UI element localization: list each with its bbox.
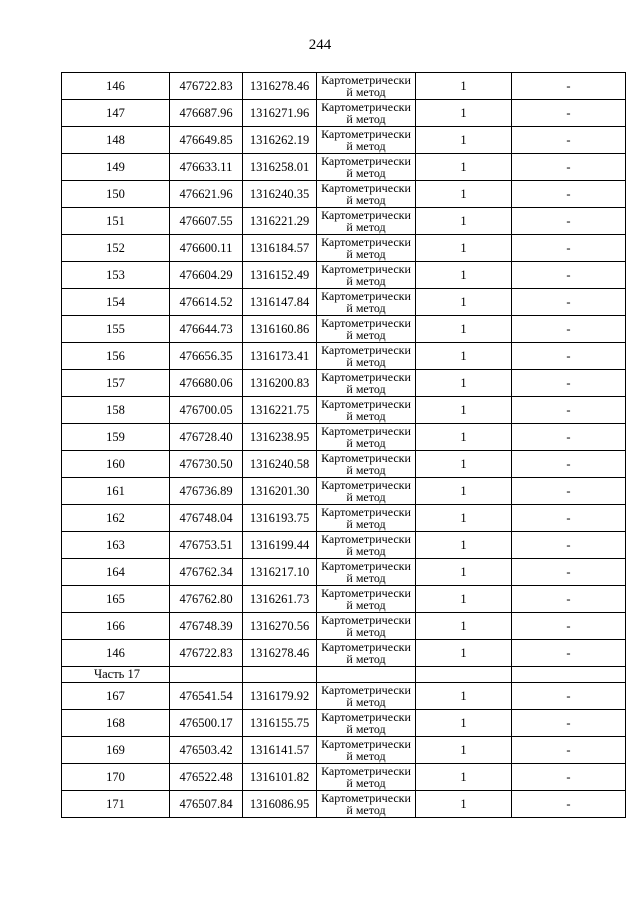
- x-coordinate-cell: 476607.55: [170, 208, 243, 235]
- method-line-1: Картометрически: [321, 235, 411, 249]
- table-row: [62, 737, 626, 764]
- method-cell: [317, 478, 416, 505]
- point-number-cell: 169: [62, 737, 170, 764]
- section-row: [62, 667, 626, 683]
- method-cell: [317, 451, 416, 478]
- point-number-cell: 154: [62, 289, 170, 316]
- point-number-cell: 167: [62, 683, 170, 710]
- method-cell: [317, 73, 416, 100]
- x-coordinate-cell: 476500.17: [170, 710, 243, 737]
- method-line-2: й метод: [346, 598, 386, 612]
- x-coordinate-cell: 476600.11: [170, 235, 243, 262]
- x-coordinate-cell: 476753.51: [170, 532, 243, 559]
- description-cell: -: [512, 505, 626, 532]
- method-cell: [317, 316, 416, 343]
- method-line-2: й метод: [346, 749, 386, 763]
- accuracy-cell: 1: [416, 154, 512, 181]
- y-coordinate-cell: 1316258.01: [243, 154, 317, 181]
- point-number-cell: 155: [62, 316, 170, 343]
- table-row: [62, 316, 626, 343]
- table-row: [62, 397, 626, 424]
- point-number-cell: 170: [62, 764, 170, 791]
- method-line-2: й метод: [346, 544, 386, 558]
- method-line-2: й метод: [346, 695, 386, 709]
- accuracy-cell: 1: [416, 586, 512, 613]
- y-coordinate-cell: 1316262.19: [243, 127, 317, 154]
- method-line-1: Картометрически: [321, 127, 411, 141]
- x-coordinate-cell: 476728.40: [170, 424, 243, 451]
- accuracy-cell: 1: [416, 451, 512, 478]
- description-cell: -: [512, 73, 626, 100]
- method-line-2: й метод: [346, 301, 386, 315]
- accuracy-cell: 1: [416, 764, 512, 791]
- y-coordinate-cell: 1316184.57: [243, 235, 317, 262]
- x-coordinate-cell: 476748.39: [170, 613, 243, 640]
- point-number-cell: 166: [62, 613, 170, 640]
- empty-cell: [170, 667, 243, 683]
- method-line-1: Картометрически: [321, 505, 411, 519]
- method-line-2: й метод: [346, 274, 386, 288]
- method-cell: [317, 397, 416, 424]
- method-line-1: Картометрически: [321, 451, 411, 465]
- x-coordinate-cell: 476507.84: [170, 791, 243, 818]
- method-line-1: Картометрически: [321, 791, 411, 805]
- x-coordinate-cell: 476722.83: [170, 640, 243, 667]
- method-line-1: Картометрически: [321, 397, 411, 411]
- description-cell: -: [512, 289, 626, 316]
- method-cell: [317, 532, 416, 559]
- method-line-2: й метод: [346, 139, 386, 153]
- method-cell: [317, 505, 416, 532]
- x-coordinate-cell: 476730.50: [170, 451, 243, 478]
- table-row: [62, 710, 626, 737]
- table-row: [62, 73, 626, 100]
- method-line-1: Картометрически: [321, 613, 411, 627]
- method-line-2: й метод: [346, 625, 386, 639]
- y-coordinate-cell: 1316147.84: [243, 289, 317, 316]
- description-cell: -: [512, 640, 626, 667]
- y-coordinate-cell: 1316221.29: [243, 208, 317, 235]
- x-coordinate-cell: 476656.35: [170, 343, 243, 370]
- table-row: [62, 370, 626, 397]
- method-cell: [317, 613, 416, 640]
- table-row: [62, 235, 626, 262]
- x-coordinate-cell: 476762.34: [170, 559, 243, 586]
- description-cell: -: [512, 586, 626, 613]
- empty-cell: [512, 667, 626, 683]
- method-line-1: Картометрически: [321, 208, 411, 222]
- method-line-1: Картометрически: [321, 640, 411, 654]
- accuracy-cell: 1: [416, 100, 512, 127]
- table-row: [62, 640, 626, 667]
- y-coordinate-cell: 1316278.46: [243, 640, 317, 667]
- accuracy-cell: 1: [416, 208, 512, 235]
- point-number-cell: 165: [62, 586, 170, 613]
- method-line-2: й метод: [346, 436, 386, 450]
- method-line-1: Картометрически: [321, 289, 411, 303]
- description-cell: -: [512, 710, 626, 737]
- table-row: [62, 100, 626, 127]
- table-row: [62, 478, 626, 505]
- method-cell: [317, 262, 416, 289]
- x-coordinate-cell: 476644.73: [170, 316, 243, 343]
- description-cell: -: [512, 397, 626, 424]
- point-number-cell: 147: [62, 100, 170, 127]
- table-row: [62, 586, 626, 613]
- y-coordinate-cell: 1316270.56: [243, 613, 317, 640]
- accuracy-cell: 1: [416, 262, 512, 289]
- method-line-1: Картометрически: [321, 100, 411, 114]
- x-coordinate-cell: 476762.80: [170, 586, 243, 613]
- accuracy-cell: 1: [416, 559, 512, 586]
- y-coordinate-cell: 1316160.86: [243, 316, 317, 343]
- point-number-cell: 153: [62, 262, 170, 289]
- y-coordinate-cell: 1316238.95: [243, 424, 317, 451]
- description-cell: -: [512, 451, 626, 478]
- method-cell: [317, 791, 416, 818]
- accuracy-cell: 1: [416, 181, 512, 208]
- method-cell: [317, 370, 416, 397]
- point-number-cell: 146: [62, 640, 170, 667]
- method-cell: [317, 559, 416, 586]
- table-row: [62, 613, 626, 640]
- method-line-1: Картометрически: [321, 683, 411, 697]
- method-line-1: Картометрически: [321, 370, 411, 384]
- x-coordinate-cell: 476633.11: [170, 154, 243, 181]
- method-line-1: Картометрически: [321, 559, 411, 573]
- table-body: [62, 73, 626, 818]
- x-coordinate-cell: 476503.42: [170, 737, 243, 764]
- point-number-cell: 149: [62, 154, 170, 181]
- empty-cell: [317, 667, 416, 683]
- table-row: [62, 181, 626, 208]
- method-line-1: Картометрически: [321, 764, 411, 778]
- accuracy-cell: 1: [416, 370, 512, 397]
- description-cell: -: [512, 181, 626, 208]
- method-line-1: Картометрически: [321, 316, 411, 330]
- accuracy-cell: 1: [416, 235, 512, 262]
- description-cell: -: [512, 262, 626, 289]
- point-number-cell: 157: [62, 370, 170, 397]
- x-coordinate-cell: 476649.85: [170, 127, 243, 154]
- description-cell: -: [512, 370, 626, 397]
- table-row: [62, 208, 626, 235]
- y-coordinate-cell: 1316152.49: [243, 262, 317, 289]
- table-row: [62, 424, 626, 451]
- y-coordinate-cell: 1316179.92: [243, 683, 317, 710]
- table-row: [62, 505, 626, 532]
- method-cell: [317, 235, 416, 262]
- point-number-cell: 171: [62, 791, 170, 818]
- description-cell: -: [512, 791, 626, 818]
- accuracy-cell: 1: [416, 710, 512, 737]
- accuracy-cell: 1: [416, 478, 512, 505]
- method-line-1: Картометрически: [321, 737, 411, 751]
- point-number-cell: 156: [62, 343, 170, 370]
- table-row: [62, 289, 626, 316]
- method-cell: [317, 289, 416, 316]
- table-row: [62, 262, 626, 289]
- x-coordinate-cell: 476522.48: [170, 764, 243, 791]
- x-coordinate-cell: 476687.96: [170, 100, 243, 127]
- point-number-cell: 146: [62, 73, 170, 100]
- description-cell: -: [512, 532, 626, 559]
- method-line-2: й метод: [346, 355, 386, 369]
- point-number-cell: 163: [62, 532, 170, 559]
- method-line-2: й метод: [346, 776, 386, 790]
- description-cell: -: [512, 478, 626, 505]
- method-line-2: й метод: [346, 112, 386, 126]
- x-coordinate-cell: 476680.06: [170, 370, 243, 397]
- table-row: [62, 343, 626, 370]
- y-coordinate-cell: 1316271.96: [243, 100, 317, 127]
- method-line-1: Картометрически: [321, 262, 411, 276]
- method-line-2: й метод: [346, 193, 386, 207]
- description-cell: -: [512, 737, 626, 764]
- method-line-2: й метод: [346, 220, 386, 234]
- method-line-1: Картометрически: [321, 710, 411, 724]
- method-cell: [317, 683, 416, 710]
- x-coordinate-cell: 476604.29: [170, 262, 243, 289]
- method-cell: [317, 710, 416, 737]
- empty-cell: [243, 667, 317, 683]
- table-row: [62, 451, 626, 478]
- method-line-2: й метод: [346, 490, 386, 504]
- method-cell: [317, 764, 416, 791]
- accuracy-cell: 1: [416, 640, 512, 667]
- table-row: [62, 791, 626, 818]
- x-coordinate-cell: 476748.04: [170, 505, 243, 532]
- coordinates-table: [61, 72, 626, 818]
- accuracy-cell: 1: [416, 505, 512, 532]
- description-cell: -: [512, 208, 626, 235]
- accuracy-cell: 1: [416, 73, 512, 100]
- method-line-2: й метод: [346, 247, 386, 261]
- method-line-2: й метод: [346, 328, 386, 342]
- description-cell: -: [512, 235, 626, 262]
- y-coordinate-cell: 1316200.83: [243, 370, 317, 397]
- point-number-cell: 161: [62, 478, 170, 505]
- method-line-1: Картометрически: [321, 73, 411, 87]
- accuracy-cell: 1: [416, 532, 512, 559]
- description-cell: -: [512, 613, 626, 640]
- y-coordinate-cell: 1316173.41: [243, 343, 317, 370]
- point-number-cell: 164: [62, 559, 170, 586]
- accuracy-cell: 1: [416, 613, 512, 640]
- description-cell: -: [512, 559, 626, 586]
- method-line-2: й метод: [346, 409, 386, 423]
- method-cell: [317, 181, 416, 208]
- method-cell: [317, 208, 416, 235]
- accuracy-cell: 1: [416, 424, 512, 451]
- y-coordinate-cell: 1316193.75: [243, 505, 317, 532]
- x-coordinate-cell: 476722.83: [170, 73, 243, 100]
- description-cell: -: [512, 683, 626, 710]
- point-number-cell: 162: [62, 505, 170, 532]
- accuracy-cell: 1: [416, 289, 512, 316]
- method-line-1: Картометрически: [321, 181, 411, 195]
- y-coordinate-cell: 1316141.57: [243, 737, 317, 764]
- method-line-1: Картометрически: [321, 532, 411, 546]
- method-line-1: Картометрически: [321, 478, 411, 492]
- point-number-cell: 150: [62, 181, 170, 208]
- point-number-cell: 160: [62, 451, 170, 478]
- method-line-1: Картометрически: [321, 343, 411, 357]
- method-line-2: й метод: [346, 652, 386, 666]
- method-line-2: й метод: [346, 463, 386, 477]
- method-line-2: й метод: [346, 166, 386, 180]
- method-line-2: й метод: [346, 85, 386, 99]
- method-line-2: й метод: [346, 382, 386, 396]
- accuracy-cell: 1: [416, 791, 512, 818]
- empty-cell: [416, 667, 512, 683]
- method-line-2: й метод: [346, 571, 386, 585]
- y-coordinate-cell: 1316240.35: [243, 181, 317, 208]
- accuracy-cell: 1: [416, 683, 512, 710]
- table-row: [62, 127, 626, 154]
- x-coordinate-cell: 476736.89: [170, 478, 243, 505]
- description-cell: -: [512, 100, 626, 127]
- x-coordinate-cell: 476621.96: [170, 181, 243, 208]
- y-coordinate-cell: 1316086.95: [243, 791, 317, 818]
- y-coordinate-cell: 1316101.82: [243, 764, 317, 791]
- method-line-1: Картометрически: [321, 424, 411, 438]
- method-line-2: й метод: [346, 803, 386, 817]
- accuracy-cell: 1: [416, 397, 512, 424]
- description-cell: -: [512, 154, 626, 181]
- x-coordinate-cell: 476541.54: [170, 683, 243, 710]
- y-coordinate-cell: 1316278.46: [243, 73, 317, 100]
- method-cell: [317, 154, 416, 181]
- table-row: [62, 154, 626, 181]
- description-cell: -: [512, 424, 626, 451]
- y-coordinate-cell: 1316240.58: [243, 451, 317, 478]
- x-coordinate-cell: 476700.05: [170, 397, 243, 424]
- point-number-cell: 159: [62, 424, 170, 451]
- method-line-1: Картометрически: [321, 154, 411, 168]
- point-number-cell: 148: [62, 127, 170, 154]
- description-cell: -: [512, 127, 626, 154]
- y-coordinate-cell: 1316261.73: [243, 586, 317, 613]
- point-number-cell: 158: [62, 397, 170, 424]
- section-label: Часть 17: [62, 667, 170, 683]
- method-cell: [317, 586, 416, 613]
- y-coordinate-cell: 1316199.44: [243, 532, 317, 559]
- table-row: [62, 683, 626, 710]
- page-number: 244: [308, 37, 332, 53]
- accuracy-cell: 1: [416, 127, 512, 154]
- method-cell: [317, 424, 416, 451]
- method-cell: [317, 640, 416, 667]
- description-cell: -: [512, 343, 626, 370]
- point-number-cell: 168: [62, 710, 170, 737]
- method-line-2: й метод: [346, 722, 386, 736]
- y-coordinate-cell: 1316217.10: [243, 559, 317, 586]
- method-cell: [317, 737, 416, 764]
- y-coordinate-cell: 1316201.30: [243, 478, 317, 505]
- point-number-cell: 152: [62, 235, 170, 262]
- table-row: [62, 764, 626, 791]
- method-cell: [317, 343, 416, 370]
- y-coordinate-cell: 1316221.75: [243, 397, 317, 424]
- table-row: [62, 559, 626, 586]
- y-coordinate-cell: 1316155.75: [243, 710, 317, 737]
- accuracy-cell: 1: [416, 316, 512, 343]
- method-line-1: Картометрически: [321, 586, 411, 600]
- x-coordinate-cell: 476614.52: [170, 289, 243, 316]
- method-line-2: й метод: [346, 517, 386, 531]
- point-number-cell: 151: [62, 208, 170, 235]
- accuracy-cell: 1: [416, 737, 512, 764]
- table-row: [62, 532, 626, 559]
- method-cell: [317, 100, 416, 127]
- method-cell: [317, 127, 416, 154]
- description-cell: -: [512, 764, 626, 791]
- accuracy-cell: 1: [416, 343, 512, 370]
- description-cell: -: [512, 316, 626, 343]
